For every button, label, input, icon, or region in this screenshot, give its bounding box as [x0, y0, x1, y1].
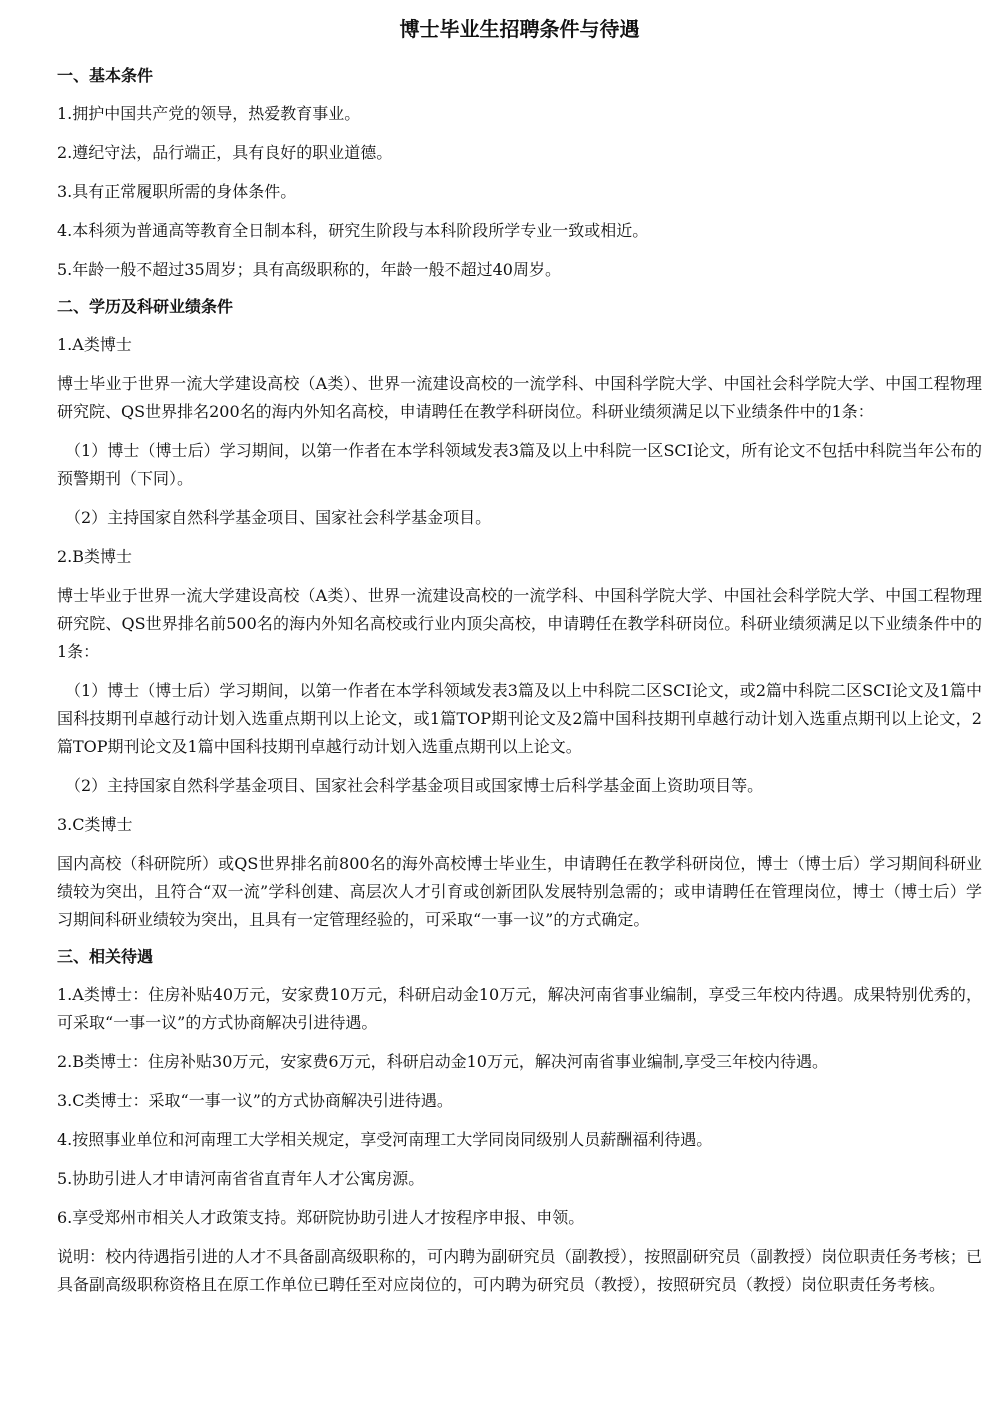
benefit-item-5: 5.协助引进人才申请河南省省直青年人才公寓房源。 — [57, 1169, 425, 1188]
a-class-description: 博士毕业于世界一流大学建设高校（A类）、世界一流建设高校的一流学科、中国科学院大学、中国社会科学院大学、中国工程物理研究院、QS世界排名200名的海内外知名高校，申请聘任在教学科研岗位。科研业绩须满足以下业绩条件中的1条： — [57, 374, 982, 421]
c-class-title: 3.C类博士 — [57, 815, 133, 834]
b-class-condition-1: （1）博士（博士后）学习期间，以第一作者在本学科领域发表3篇及以上中科院二区SCI论文，或2篇中科院二区SCI论文及1篇中国科技期刊卓越行动计划入选重点期刊以上论文，或1篇TOP期刊论文及2篇中国科技期刊卓越行动计划入选重点期刊以上论文，2篇TOP期刊论文及1篇中国科技期刊卓越行动计划入选重点期刊以上论文。 — [57, 681, 982, 756]
a-class-condition-1: （1）博士（博士后）学习期间，以第一作者在本学科领域发表3篇及以上中科院一区SCI论文，所有论文不包括中科院当年公布的预警期刊（下同）。 — [57, 441, 982, 488]
section-heading-basic: 一、基本条件 — [57, 66, 154, 85]
basic-item-4: 4.本科须为普通高等教育全日制本科，研究生阶段与本科阶段所学专业一致或相近。 — [57, 221, 649, 240]
document — [57, 14, 982, 1310]
a-class-condition-2: （2）主持国家自然科学基金项目、国家社会科学基金项目。 — [65, 508, 492, 527]
basic-item-3: 3.具有正常履职所需的身体条件。 — [57, 182, 297, 201]
benefit-item-2: 2.B类博士：住房补贴30万元，安家费6万元，科研启动金10万元，解决河南省事业编制,享受三年校内待遇。 — [57, 1052, 829, 1071]
benefit-item-4: 4.按照事业单位和河南理工大学相关规定，享受河南理工大学同岗同级别人员薪酬福利待遇。 — [57, 1130, 713, 1149]
benefit-item-6: 6.享受郑州市相关人才政策支持。郑研院协助引进人才按程序申报、申领。 — [57, 1208, 585, 1227]
b-class-title: 2.B类博士 — [57, 547, 133, 566]
basic-item-1: 1.拥护中国共产党的领导，热爱教育事业。 — [57, 104, 361, 123]
a-class-title: 1.A类博士 — [57, 335, 132, 354]
benefit-item-1: 1.A类博士：住房补贴40万元，安家费10万元，科研启动金10万元，解决河南省事业编制，享受三年校内待遇。成果特别优秀的，可采取“一事一议”的方式协商解决引进待遇。 — [57, 985, 982, 1032]
section-heading-academic: 二、学历及科研业绩条件 — [57, 297, 234, 316]
b-class-condition-2: （2）主持国家自然科学基金项目、国家社会科学基金项目或国家博士后科学基金面上资助项目等。 — [65, 776, 764, 795]
b-class-description: 博士毕业于世界一流大学建设高校（A类）、世界一流建设高校的一流学科、中国科学院大学、中国社会科学院大学、中国工程物理研究院、QS世界排名前500名的海内外知名高校或行业内顶尖高校，申请聘任在教学科研岗位。科研业绩须满足以下业绩条件中的1条： — [57, 586, 982, 661]
basic-item-2: 2.遵纪守法，品行端正，具有良好的职业道德。 — [57, 143, 393, 162]
basic-item-5: 5.年龄一般不超过35周岁；具有高级职称的，年龄一般不超过40周岁。 — [57, 260, 561, 279]
explanation-note: 说明：校内待遇指引进的人才不具备副高级职称的，可内聘为副研究员（副教授），按照副研究员（副教授）岗位职责任务考核；已具备副高级职称资格且在原工作单位已聘任至对应岗位的，可内聘为研究员（教授），按照研究员（教授）岗位职责任务考核。 — [57, 1247, 982, 1294]
section-heading-benefits: 三、相关待遇 — [57, 947, 154, 966]
benefit-item-3: 3.C类博士：采取“一事一议”的方式协商解决引进待遇。 — [57, 1091, 453, 1110]
document-title: 博士毕业生招聘条件与待遇 — [399, 17, 640, 41]
c-class-description: 国内高校（科研院所）或QS世界排名前800名的海外高校博士毕业生，申请聘任在教学科研岗位，博士（博士后）学习期间科研业绩较为突出，且符合“双一流”学科创建、高层次人才引育或创新团队发展特别急需的；或申请聘任在管理岗位，博士（博士后）学习期间科研业绩较为突出，且具有一定管理经验的，可采取“一事一议”的方式确定。 — [57, 854, 982, 929]
